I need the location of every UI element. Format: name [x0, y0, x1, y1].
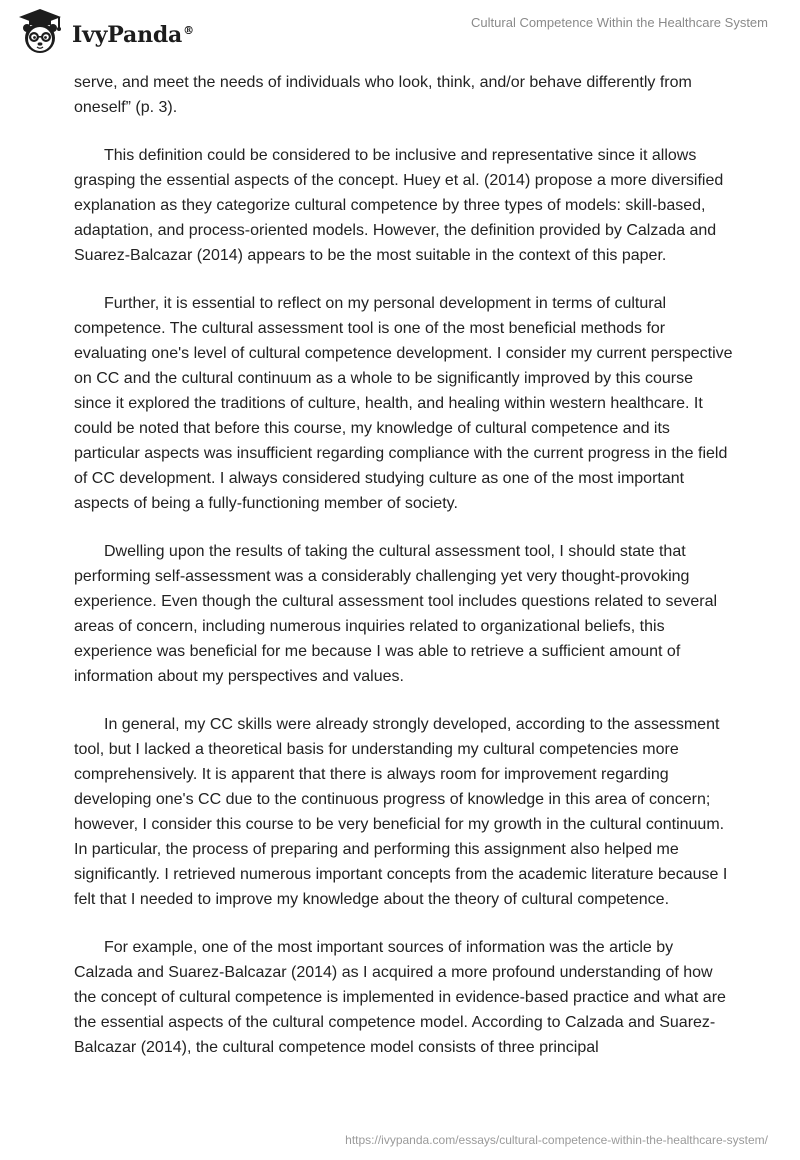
source-url-link[interactable]: https://ivypanda.com/essays/cultural-competence-within-the-healthcare-system/ [345, 1133, 768, 1147]
panda-logo-icon [14, 6, 66, 58]
paragraph: Dwelling upon the results of taking the cultural assessment tool, I should state that performing self-assessment was a considerably challenging yet very thought-provoking experience. Even though the cultural assessment tool includes questions related to several areas of concern, including numerous inquiries related to organizational beliefs, this experience was beneficial for me because I was able to retrieve a sufficient amount of information about my perspectives and values. [74, 543, 718, 685]
paragraph: In general, my CC skills were already strongly developed, according to the assessment tool, but I lacked a theoretical basis for understanding my cultural competencies more comprehensively. It is apparent that there is always room for improvement regarding developing one's CC due to the continuous progress of knowledge in this area of concern; however, I consider this course to be very beneficial for my growth in the cultural continuum. In particular, the process of preparing and performing this assignment also helped me significantly. I retrieved numerous important concepts from the academic literature because I felt that I needed to improve my knowledge about the theory of cultural competence. [74, 716, 728, 908]
logo[interactable] [14, 6, 194, 58]
paragraph: Further, it is essential to reflect on my personal development in terms of cultural competence. The cultural assessment tool is one of the most beneficial methods for evaluating one's level of cultural competence development. I consider my current perspective on CC and the cultural continuum as a whole to be significantly improved by this course since it explored the traditions of culture, health, and healing within western healthcare. It could be noted that before this course, my knowledge of cultural competence and its particular aspects was insufficient regarding compliance with the current progress in the field of CC development. I always considered studying culture as one of the most important aspects of being a fully-functioning member of society. [74, 295, 733, 512]
logo-text: IvyPanda® [72, 22, 194, 48]
document-title: Cultural Competence Within the Healthcare System [471, 15, 768, 30]
page-header [0, 0, 800, 64]
paragraph: This definition could be considered to be inclusive and representative since it allows grasping the essential aspects of the concept. Huey et al. (2014) propose a more diversified explanation as they categorize cultural competence by three types of models: skill-based, adaptation, and process-oriented models. However, the definition provided by Calzada and Suarez-Balcazar (2014) appears to be the most suitable in the context of this paper. [74, 147, 724, 264]
paragraph: serve, and meet the needs of individuals who look, think, and/or behave differently from oneself” (p. 3). [74, 74, 692, 116]
paragraph: For example, one of the most important sources of information was the article by Calzada and Suarez-Balcazar (2014) as I acquired a more profound understanding of how the concept of cultural competence is implemented in evidence-based practice and what are the essential aspects of the cultural competence model. According to Calzada and Suarez-Balcazar (2014), the cultural competence model consists of three principal [74, 939, 726, 1056]
essay-body [74, 70, 734, 1083]
